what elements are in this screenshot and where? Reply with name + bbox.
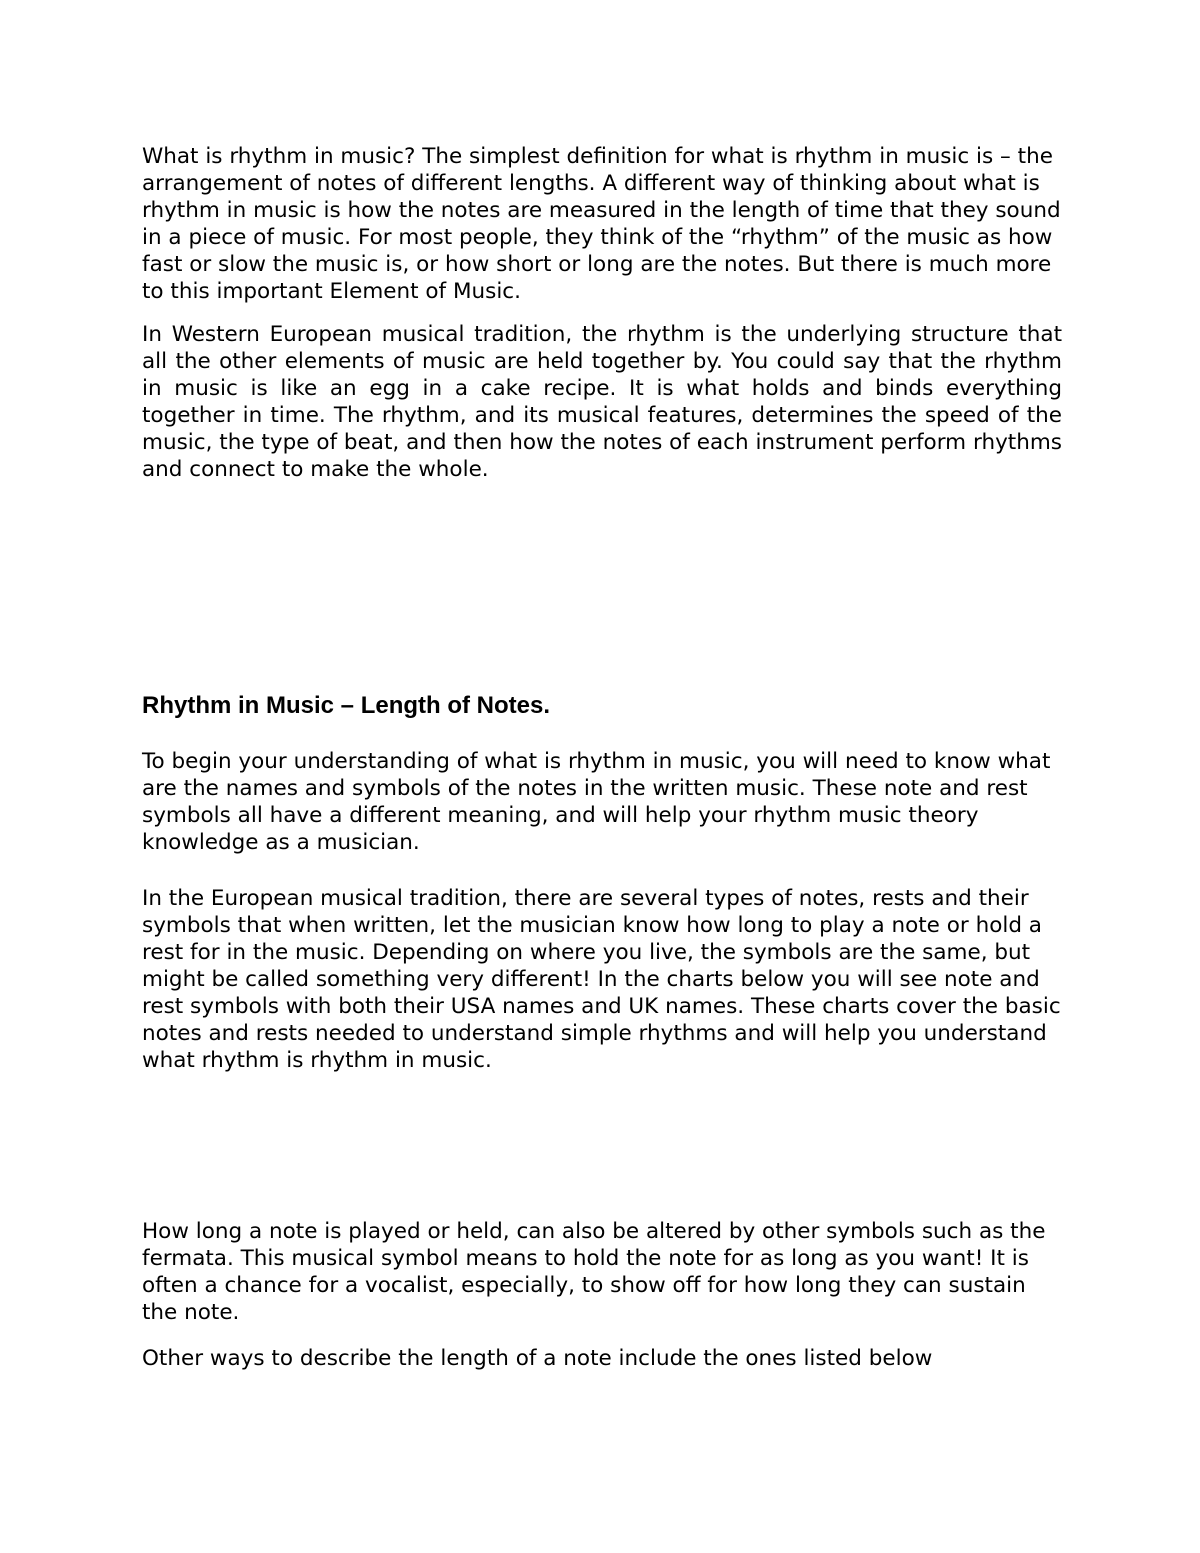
intro-paragraph-1: What is rhythm in music? The simplest definition for what is rhythm in music is – the arrangement of notes of different lengths. A different way of thinking about what is rhythm in music is how the notes are measured in the length of time that they sound in a piece of music. For most people, they think of the “rhythm” of the music as how fast or slow the music is, or how short or long are the notes. But there is much more to this important Element of Music. bbox=[142, 144, 1061, 304]
section-heading: Rhythm in Music – Length of Notes. bbox=[142, 692, 551, 719]
intro-paragraph-2: In Western European musical tradition, the rhythm is the underlying structure that all the other elements of music are held together by. You could say that the rhythm in music is like an egg in a cake recipe. It is what holds and binds everything together in time. The rhythm, and its musical features, determines the speed of the music, the type of beat, and then how the notes of each instrument perform rhythms and connect to make the whole. bbox=[142, 322, 1062, 482]
section-paragraph-2: In the European musical tradition, there are several types of notes, rests and their symbols that when written, let the musician know how long to play a note or hold a rest for in the music. Depending on where you live, the symbols are the same, but might be called something very different! In the charts below you will see note and rest symbols with both their USA names and UK names. These charts cover the basic notes and rests needed to understand simple rhythms and will help you understand what rhythm is rhythm in music. bbox=[142, 886, 1061, 1073]
closing-line: Other ways to describe the length of a note include the ones listed below bbox=[142, 1346, 933, 1371]
section-paragraph-1: To begin your understanding of what is rhythm in music, you will need to know what are the names and symbols of the notes in the written music. These note and rest symbols all have a different meaning, and will help your rhythm music theory knowledge as a musician. bbox=[142, 749, 1051, 855]
fermata-paragraph: How long a note is played or held, can also be altered by other symbols such as the fermata. This musical symbol means to hold the note for as long as you want! It is often a chance for a vocalist, especially, to show off for how long they can sustain the note. bbox=[142, 1219, 1046, 1325]
